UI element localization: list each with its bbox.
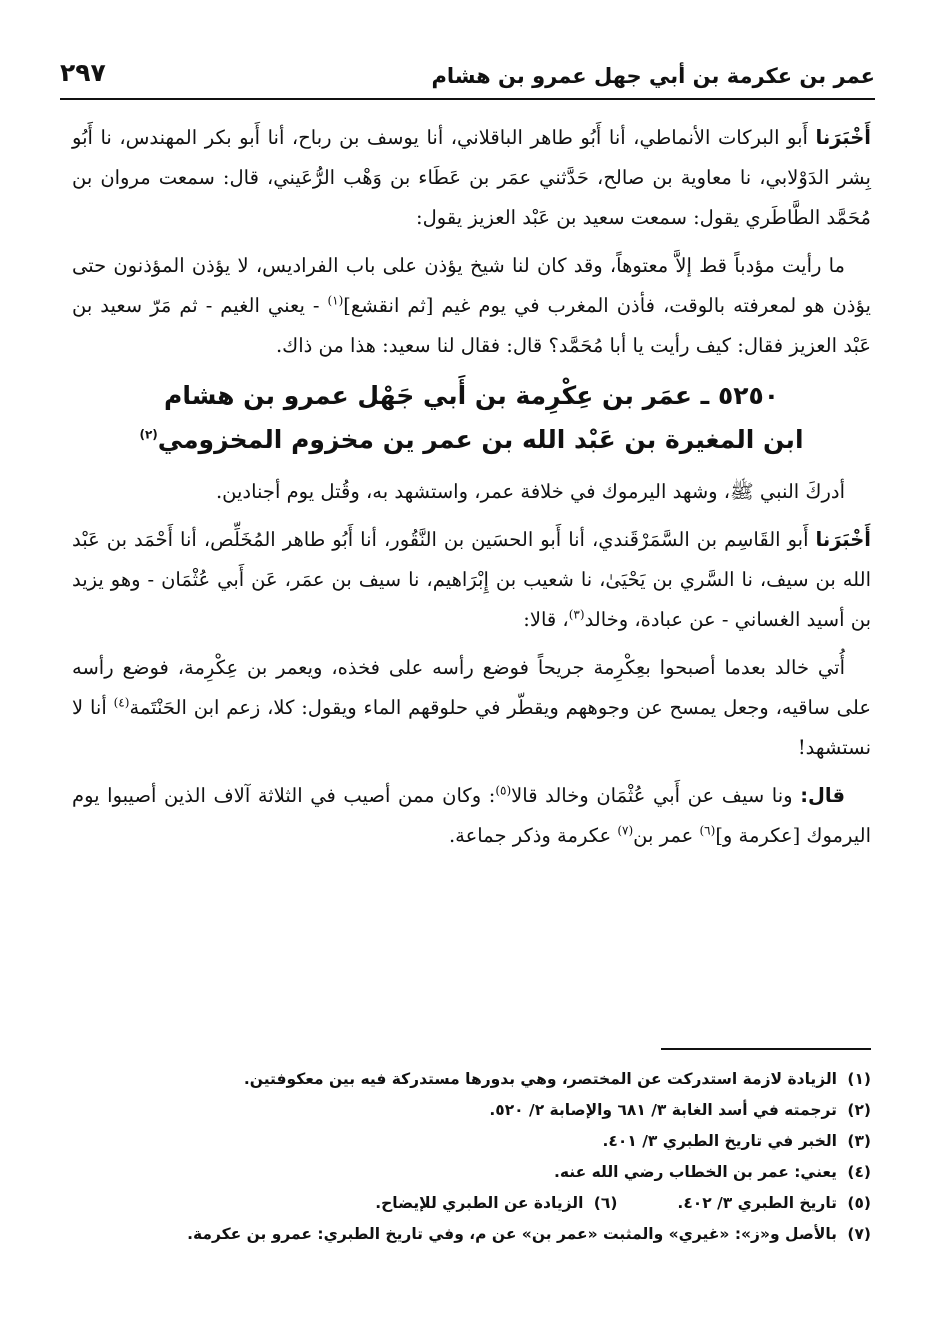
paragraph-text-continued: عمر بن [633,824,700,847]
page-number: ٢٩٧ [60,58,106,87]
footnote-ref: (٢) [139,427,158,442]
narration-paragraph-1 [72,246,871,366]
paragraph-text-continued: : وكان ممن أصيب في الثلاثة آلاف الذين أصيبوا يوم اليرموك [عكرمة و] [72,784,871,847]
footnotes [72,1048,871,1250]
footnote-divider [661,1048,871,1050]
narration-lead: أَخْبَرَنا [815,528,871,551]
footnote-number: (١) [847,1070,871,1088]
footnote-number: (٣) [847,1132,871,1150]
entry-heading [72,374,871,462]
entry-title-line-1: ٥٢٥٠ ـ عمَر بن عِكْرِمة بن أَبي جَهْل عمرو بن هشام [164,381,779,410]
footnote-text: يعني: عمر بن الخطاب رضي الله عنه. [554,1163,837,1181]
isnad-paragraph-2 [72,520,871,640]
narration-lead: قال: [800,784,845,807]
paragraph-text: ما رأيت مؤدباً قط إلاَّ معتوهاً، وقد كان لنا شيخ يؤذن على باب الفراديس، لا يؤذن المؤذنون حتى يؤذن هو لمعرفته بالوقت، فأذن المغرب في يوم غيم [ثم انقشع] [72,254,871,317]
narration-paragraph-2 [72,648,871,768]
footnote-ref: (٤) [113,695,130,710]
footnote-number: (٦) [593,1194,618,1212]
footnote-5 [677,1188,871,1219]
paragraph-text: أَبو القَاسِم بن السَّمَرْقَندي، أنا أَبو الحسَين بن النَّقُور، أنا أَبُو طاهر المُخَلِّص، أنا أَحْمَد بن عَبْد الله بن سيف، نا السَّري بن يَحْيَىٰ، نا شعيب بن إِبْرَاهيم، نا سيف بن عمَر، عَن أَبي عُثْمَان - وهو يزيد بن أسيد الغساني - عن عبادة، وخالد [72,528,871,631]
narration-paragraph-3 [72,776,871,856]
paragraph-text-continued: عكرمة وذكر جماعة. [448,824,618,847]
footnote-text: الزيادة عن الطبري للإيضاح. [375,1194,584,1212]
footnote-ref: (٥) [495,783,512,798]
footnote-ref: (٦) [699,823,716,838]
page-header [60,58,875,100]
paragraph-text-continued: - يعني الغيم - ثم مَرّ سعيد بن عَبْد العزيز فقال: كيف رأيت يا أبا مُحَمَّد؟ قال: فقال لنا سعيد: هذا من ذاك. [72,294,871,357]
footnote-ref: (٣) [568,607,585,622]
entry-title-line-2-wrap [72,418,871,462]
footnote-1 [72,1064,871,1095]
footnote-row-5-6 [72,1188,871,1219]
running-title: عمر بن عكرمة بن أبي جهل عمرو بن هشام [431,64,875,88]
footnote-text: الزيادة لازمة استدركت عن المختصر، وهي بدورها مستدركة فيه بين معكوفتين. [243,1070,837,1088]
footnote-ref: (١) [327,293,344,308]
footnote-text: تاريخ الطبري ٣/ ٤٠٢. [677,1194,837,1212]
footnote-text: بالأصل و«ز»: «غيري» والمثبت «عمر بن» عن م، وفي تاريخ الطبري: عمرو بن عكرمة. [187,1225,837,1243]
main-text [72,118,871,864]
narration-lead: أَخْبَرَنا [815,126,871,149]
entry-title-line-2: ابن المغيرة بن عَبْد الله بن عمر ين مخزوم المخزومي [157,425,804,454]
paragraph-text: ونا سيف عن أَبي عُثْمَان وخالد قالا [511,784,801,807]
footnote-number: (٥) [847,1194,871,1212]
paragraph-text: أَبو البركات الأنماطي، أنا أَبُو طاهر الباقلاني، أنا يوسف بن رباح، أنا أَبو بكر المهندس، نا أَبُو بِشر الدَوْلابي، نا معاوية بن صالح، حَدَّثني عمَر بن عَطَاء بن وَهْب الرُّعَيني، قال: سمعت مروان بن مُحَمَّد الطَّاطَري يقول: سمعت سعيد بن عَبْد العزيز يقول: [72,126,871,229]
footnote-text: الخبر في تاريخ الطبري ٣/ ٤٠١. [602,1132,837,1150]
footnote-text: ترجمته في أسد الغابة ٣/ ٦٨١ والإصابة ٢/ ٥٢٠. [489,1101,837,1119]
paragraph-text: أُتي خالد بعدما أصبحوا بعِكْرِمة جريحاً فوضع رأسه على فخذه، ويعمر بن عِكْرِمة، فوضع رأسه على ساقيه، وجعل يمسح عن وجوههم ويقطّر في حلوقهم الماء ويقول: كلا، زعم ابن الحَنْتَمة [72,656,871,719]
footnote-ref: (٧) [617,823,634,838]
paragraph-text-continued: ، قالا: [523,608,569,631]
footnote-gap [617,1188,677,1219]
footnote-number: (٧) [847,1225,871,1243]
footnote-number: (٢) [847,1101,871,1119]
footnote-6 [375,1188,617,1219]
footnote-number: (٤) [847,1163,871,1181]
paragraph-text: أدركَ النبي ﷺ، وشهد اليرموك في خلافة عمر، واستشهد به، وقُتل يوم أجنادين. [215,480,845,503]
footnote-3 [72,1126,871,1157]
isnad-paragraph-1 [72,118,871,238]
footnote-7 [72,1219,871,1250]
biography-paragraph [72,472,871,512]
paragraph-text-continued: أنا لا نستشهد! [72,696,871,759]
footnote-4 [72,1157,871,1188]
footnote-2 [72,1095,871,1126]
